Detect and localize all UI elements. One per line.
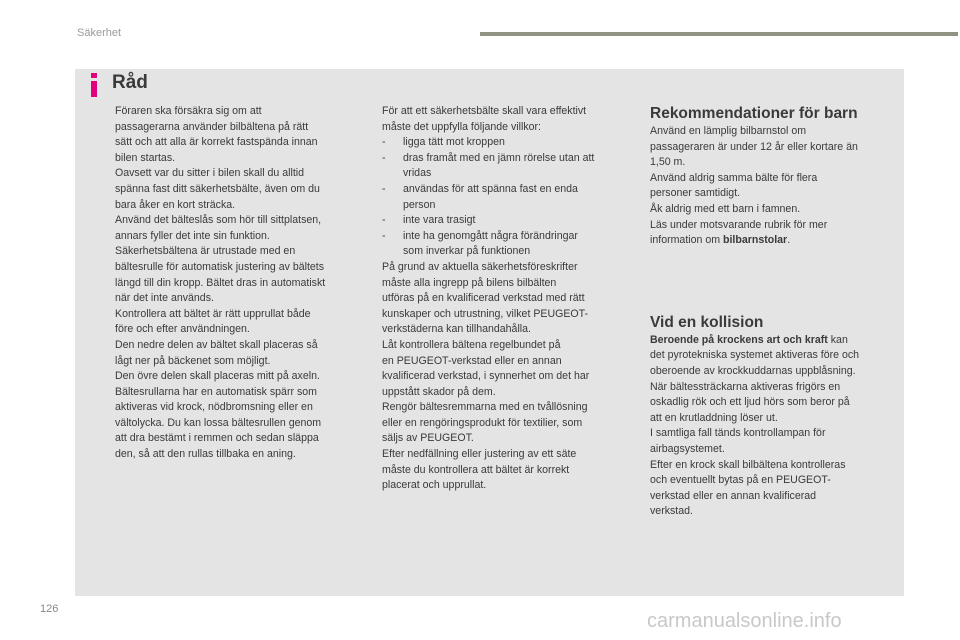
text-line: en PEUGEOT-verkstad eller en annan <box>382 354 562 367</box>
dash-mark: - <box>382 151 386 164</box>
text-line: vridas <box>403 167 432 180</box>
text-line: måste alla ingrepp på bilens bilbälten <box>382 276 557 289</box>
text-line: bara åker en kort sträcka. <box>115 198 236 211</box>
text-line: airbagsystemet. <box>650 442 725 455</box>
text-line: På grund av aktuella säkerhetsföreskrifter <box>382 260 578 273</box>
text-line: att dra bestämt i remmen och sedan släppa <box>115 432 319 445</box>
text-line: när det inte används. <box>115 292 214 305</box>
section-label: Säkerhet <box>77 27 122 39</box>
text-line: Oavsett var du sitter i bilen skall du alltid <box>115 167 305 180</box>
text-line: placerat och upprullat. <box>382 479 487 492</box>
text-line: Bältesrullarna har en automatisk spärr som <box>115 385 317 398</box>
text-line: längd till din kropp. Bältet dras in automatiskt <box>115 276 326 289</box>
text-line: 1,50 m. <box>650 156 686 169</box>
text-line: kvalificerad verkstad, i synnerhet om det har <box>382 370 590 383</box>
condition-item <box>382 182 630 213</box>
header-rule <box>480 32 958 36</box>
text-line: Använd en lämplig bilbarnstol om <box>650 125 807 137</box>
text-line: verkstad eller en annan kvalificerad <box>650 489 817 502</box>
text-line: bältesrulle för automatisk justering av bältets <box>115 260 325 273</box>
text-line: vältolycka. Du kan lossa bältesrullen genom <box>115 416 322 429</box>
text-line: annars fyller det inte sin funktion. <box>115 229 270 242</box>
condition-item <box>382 213 630 229</box>
panel-title: Råd <box>112 72 148 93</box>
children-heading: Rekommendationer för barn <box>650 105 858 122</box>
condition-item <box>382 229 630 260</box>
condition-item <box>382 135 630 151</box>
collision-heading: Vid en kollision <box>650 313 764 331</box>
text-line: verkstäderna kan tillhandahålla. <box>382 323 531 336</box>
text-line: Säkerhetsbältena är utrustade med en <box>115 245 296 258</box>
text-line: ligga tätt mot kroppen <box>403 136 505 149</box>
text-line: Låt kontrollera bältena regelbundet på <box>382 338 561 351</box>
dash-mark: - <box>382 229 386 242</box>
text-line: spänna fast ditt säkerhetsbälte, även om du <box>115 182 320 195</box>
text-line: Föraren ska försäkra sig om att <box>115 105 262 117</box>
text-line: aktiveras vid krock, nödbromsning eller en <box>115 401 313 414</box>
column-3 <box>650 104 900 520</box>
dash-mark: - <box>382 136 386 149</box>
text-line: dras framåt med en jämn rörelse utan att <box>403 151 595 164</box>
text-line: Efter en krock skall bilbältena kontrolleras <box>650 458 846 471</box>
text-line: verkstad. <box>650 505 693 518</box>
dash-mark: - <box>382 182 386 195</box>
text-line: det pyrotekniska systemet aktiveras före och <box>650 349 860 362</box>
text-line: Åk aldrig med ett barn i famnen. <box>650 202 801 215</box>
text-line: Kontrollera att bältet är rätt upprullat både <box>115 307 311 320</box>
text-line: lågt ner på bäckenet som möjligt. <box>115 354 271 367</box>
text-line <box>650 233 900 249</box>
text-line: Använd det bälteslås som hör till sittplatsen, <box>115 214 322 227</box>
text-line: passageraren är under 12 år eller kortare än <box>650 140 858 153</box>
text-line: personer samtidigt. <box>650 187 741 200</box>
text-line: Den övre delen skall placeras mitt på axeln. <box>115 370 320 383</box>
text-line: För att ett säkerhetsbälte skall vara effektivt <box>382 105 587 117</box>
text-line: utföras på en kvalificerad verkstad med rätt <box>382 292 585 305</box>
text-line: måste det uppfylla följande villkor: <box>382 120 541 133</box>
text-line: oskadlig rök och ett ljud hörs som beror på <box>650 396 850 409</box>
column-1 <box>115 104 360 463</box>
text-line: användas för att spänna fast en enda <box>403 182 578 195</box>
text-line: säljs av PEUGEOT. <box>382 432 474 445</box>
text-line: Rengör bältesremmarna med en tvållösning <box>382 401 588 414</box>
text-line: bilen startas. <box>115 151 176 164</box>
text-line: inte vara trasigt <box>403 214 476 227</box>
text-line: Den nedre delen av bältet skall placeras så <box>115 338 318 351</box>
text-line: Läs under motsvarande rubrik för mer <box>650 218 828 231</box>
dash-mark: - <box>382 214 386 227</box>
text-line: sätt och att alla är korrekt fastspända innan <box>115 136 318 149</box>
text-line: uppstått skador på dem. <box>382 385 496 398</box>
text-line: Efter nedfällning eller justering av ett säte <box>382 448 577 461</box>
text-line: oberoende av krockkuddarnas uppblåsning. <box>650 364 856 377</box>
bold-reference: bilbarnstolar <box>723 234 788 247</box>
info-icon <box>85 73 103 97</box>
text-line <box>650 333 900 349</box>
bold-lead: Beroende på krockens art och kraft <box>650 333 828 346</box>
text-line: inte ha genomgått några förändringar <box>403 229 578 242</box>
text-line: att en krutladdning löser ut. <box>650 411 778 424</box>
text-line: I samtliga fall tänds kontrollampan för <box>650 427 826 440</box>
text-fragment: kan <box>827 333 848 346</box>
text-fragment: information om <box>650 234 724 247</box>
text-line: Använd aldrig samma bälte för flera <box>650 171 818 184</box>
text-line: före och efter användningen. <box>115 323 250 336</box>
text-line: den, så att den rullas tillbaka en aning. <box>115 448 296 461</box>
text-line: person <box>403 198 436 211</box>
text-line: kunskaper och utrustning, vilket PEUGEOT- <box>382 307 589 320</box>
text-line: måste du kontrollera att bältet är korrekt <box>382 463 570 476</box>
text-line: som inverkar på funktionen <box>403 245 531 258</box>
condition-item <box>382 151 630 182</box>
text-fragment: . <box>787 234 791 247</box>
text-line: När bältessträckarna aktiveras frigörs en <box>650 380 841 393</box>
text-line: passagerarna använder bilbältena på rätt <box>115 120 309 133</box>
text-line: och eventuellt bytas på en PEUGEOT- <box>650 474 831 487</box>
watermark: carmanualsonline.info <box>647 610 842 632</box>
page-number: 126 <box>40 603 59 615</box>
column-2 <box>382 104 630 494</box>
text-line: eller en rengöringsprodukt för textilier, som <box>382 416 583 429</box>
